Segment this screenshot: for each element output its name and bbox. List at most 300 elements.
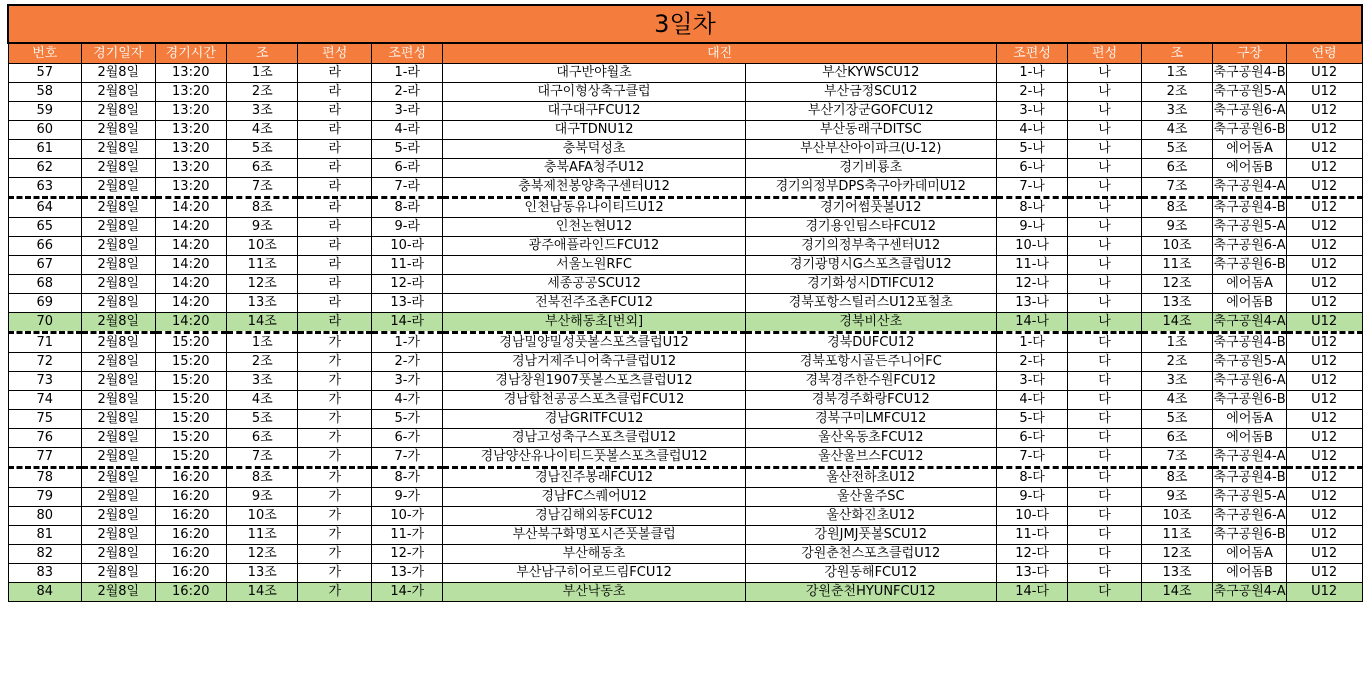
- cell-division: 라: [298, 218, 372, 237]
- cell-age: U12: [1286, 256, 1362, 275]
- cell-date: 2월8일: [82, 468, 156, 488]
- cell-away-team: 울산울주SC: [745, 488, 996, 507]
- cell-number: 76: [8, 429, 82, 448]
- header-age: 연령: [1286, 43, 1362, 64]
- cell-home-team: 경남김해외동FCU12: [443, 507, 745, 526]
- table-row: [8, 294, 1362, 313]
- cell-group-division-away: 13-나: [996, 294, 1067, 313]
- cell-division-away: 다: [1068, 488, 1142, 507]
- table-row: [8, 102, 1362, 121]
- cell-division: 가: [298, 526, 372, 545]
- cell-division-away: 나: [1068, 102, 1142, 121]
- table-row: [8, 410, 1362, 429]
- cell-home-team: 부산북구화명포시즌풋볼클럽: [443, 526, 745, 545]
- cell-group-away: 2조: [1141, 83, 1212, 102]
- cell-group-division: 6-가: [371, 429, 442, 448]
- cell-away-team: 경기화성시DTIFCU12: [745, 275, 996, 294]
- cell-date: 2월8일: [82, 83, 156, 102]
- cell-group-away: 4조: [1141, 121, 1212, 140]
- cell-away-team: 경북경주화랑FCU12: [745, 391, 996, 410]
- cell-date: 2월8일: [82, 102, 156, 121]
- cell-group: 4조: [227, 121, 298, 140]
- cell-group-division: 9-가: [371, 488, 442, 507]
- cell-number: 73: [8, 372, 82, 391]
- cell-time: 13:20: [155, 140, 226, 159]
- cell-group-away: 11조: [1141, 526, 1212, 545]
- cell-date: 2월8일: [82, 507, 156, 526]
- cell-away-team: 경북비산초: [745, 313, 996, 333]
- cell-division-away: 나: [1068, 198, 1142, 218]
- table-row: [8, 121, 1362, 140]
- cell-division-away: 다: [1068, 468, 1142, 488]
- cell-division: 라: [298, 83, 372, 102]
- cell-home-team: 대구TDNU12: [443, 121, 745, 140]
- cell-age: U12: [1286, 275, 1362, 294]
- table-row: [8, 372, 1362, 391]
- cell-group-away: 9조: [1141, 488, 1212, 507]
- cell-time: 14:20: [155, 237, 226, 256]
- cell-number: 67: [8, 256, 82, 275]
- cell-age: U12: [1286, 159, 1362, 178]
- cell-age: U12: [1286, 198, 1362, 218]
- cell-group-division: 3-라: [371, 102, 442, 121]
- cell-age: U12: [1286, 140, 1362, 159]
- cell-group-division: 11-라: [371, 256, 442, 275]
- cell-age: U12: [1286, 64, 1362, 83]
- cell-date: 2월8일: [82, 178, 156, 198]
- cell-away-team: 경기용인팀스타FCU12: [745, 218, 996, 237]
- cell-home-team: 충북제천봉양축구센터U12: [443, 178, 745, 198]
- cell-age: U12: [1286, 448, 1362, 468]
- cell-group-division-away: 2-다: [996, 353, 1067, 372]
- cell-number: 81: [8, 526, 82, 545]
- cell-away-team: 강원JMJ풋볼SCU12: [745, 526, 996, 545]
- table-row: [8, 429, 1362, 448]
- cell-number: 69: [8, 294, 82, 313]
- cell-group: 11조: [227, 526, 298, 545]
- cell-venue: 축구공원4-A: [1213, 583, 1287, 602]
- cell-number: 61: [8, 140, 82, 159]
- cell-group-away: 9조: [1141, 218, 1212, 237]
- cell-time: 16:20: [155, 507, 226, 526]
- cell-group: 4조: [227, 391, 298, 410]
- cell-division: 가: [298, 410, 372, 429]
- cell-number: 68: [8, 275, 82, 294]
- cell-division: 가: [298, 468, 372, 488]
- cell-home-team: 부산해동초[번외]: [443, 313, 745, 333]
- cell-group: 14조: [227, 313, 298, 333]
- table-row: [8, 526, 1362, 545]
- cell-time: 16:20: [155, 526, 226, 545]
- cell-number: 72: [8, 353, 82, 372]
- cell-division-away: 나: [1068, 121, 1142, 140]
- cell-group-away: 8조: [1141, 198, 1212, 218]
- table-row: [8, 488, 1362, 507]
- cell-group-division: 9-라: [371, 218, 442, 237]
- cell-division-away: 나: [1068, 294, 1142, 313]
- cell-group: 8조: [227, 468, 298, 488]
- cell-age: U12: [1286, 468, 1362, 488]
- schedule-container: [7, 4, 1363, 602]
- cell-division-away: 다: [1068, 583, 1142, 602]
- cell-division: 가: [298, 353, 372, 372]
- cell-division-away: 다: [1068, 333, 1142, 353]
- cell-number: 74: [8, 391, 82, 410]
- cell-group: 6조: [227, 429, 298, 448]
- cell-division: 라: [298, 256, 372, 275]
- cell-division-away: 다: [1068, 429, 1142, 448]
- cell-division-away: 다: [1068, 564, 1142, 583]
- cell-time: 13:20: [155, 64, 226, 83]
- cell-venue: 축구공원6-B: [1213, 256, 1287, 275]
- cell-division: 가: [298, 372, 372, 391]
- cell-division-away: 나: [1068, 83, 1142, 102]
- table-row: [8, 545, 1362, 564]
- cell-number: 60: [8, 121, 82, 140]
- cell-group: 9조: [227, 218, 298, 237]
- cell-group-division: 3-가: [371, 372, 442, 391]
- cell-group-division: 13-라: [371, 294, 442, 313]
- cell-home-team: 대구반야월초: [443, 64, 745, 83]
- cell-division: 라: [298, 64, 372, 83]
- cell-group-division-away: 10-나: [996, 237, 1067, 256]
- cell-date: 2월8일: [82, 564, 156, 583]
- cell-age: U12: [1286, 583, 1362, 602]
- cell-home-team: 경남거제주니어축구클럽U12: [443, 353, 745, 372]
- cell-venue: 축구공원6-A: [1213, 237, 1287, 256]
- cell-group: 12조: [227, 545, 298, 564]
- cell-age: U12: [1286, 372, 1362, 391]
- cell-age: U12: [1286, 121, 1362, 140]
- header-group: 조: [227, 43, 298, 64]
- cell-group-away: 10조: [1141, 507, 1212, 526]
- cell-time: 13:20: [155, 159, 226, 178]
- cell-away-team: 부산부산아이파크(U-12): [745, 140, 996, 159]
- cell-age: U12: [1286, 333, 1362, 353]
- cell-away-team: 경기의정부DPS축구아카데미U12: [745, 178, 996, 198]
- cell-group-division-away: 14-나: [996, 313, 1067, 333]
- cell-group-away: 6조: [1141, 159, 1212, 178]
- cell-venue: 에어돔A: [1213, 410, 1287, 429]
- cell-group: 12조: [227, 275, 298, 294]
- cell-group-division-away: 7-나: [996, 178, 1067, 198]
- cell-division: 라: [298, 102, 372, 121]
- cell-away-team: 강원춘천스포츠클럽U12: [745, 545, 996, 564]
- cell-home-team: 인천남동유나이티드U12: [443, 198, 745, 218]
- cell-time: 16:20: [155, 583, 226, 602]
- cell-group: 8조: [227, 198, 298, 218]
- cell-group-division-away: 10-다: [996, 507, 1067, 526]
- cell-away-team: 경기의정부축구센터U12: [745, 237, 996, 256]
- cell-division-away: 나: [1068, 178, 1142, 198]
- cell-number: 77: [8, 448, 82, 468]
- cell-away-team: 경기어썸풋볼U12: [745, 198, 996, 218]
- cell-venue: 축구공원5-A: [1213, 488, 1287, 507]
- cell-away-team: 울산옥동초FCU12: [745, 429, 996, 448]
- table-row: [8, 237, 1362, 256]
- cell-venue: 축구공원4-A: [1213, 178, 1287, 198]
- cell-group-division: 12-가: [371, 545, 442, 564]
- cell-group-division-away: 3-나: [996, 102, 1067, 121]
- cell-venue: 에어돔A: [1213, 275, 1287, 294]
- cell-venue: 에어돔A: [1213, 140, 1287, 159]
- cell-home-team: 인천논현U12: [443, 218, 745, 237]
- cell-home-team: 경남진주봉래FCU12: [443, 468, 745, 488]
- cell-group-away: 12조: [1141, 545, 1212, 564]
- cell-home-team: 경남밀양밀성풋볼스포츠클럽U12: [443, 333, 745, 353]
- cell-division-away: 나: [1068, 140, 1142, 159]
- cell-date: 2월8일: [82, 237, 156, 256]
- cell-home-team: 부산낙동초: [443, 583, 745, 602]
- cell-number: 71: [8, 333, 82, 353]
- cell-group-division: 2-라: [371, 83, 442, 102]
- cell-time: 15:20: [155, 410, 226, 429]
- header-division: 편성: [298, 43, 372, 64]
- cell-away-team: 부산기장군GOFCU12: [745, 102, 996, 121]
- cell-group: 5조: [227, 410, 298, 429]
- header-division-away: 편성: [1068, 43, 1142, 64]
- cell-venue: 축구공원6-A: [1213, 507, 1287, 526]
- cell-venue: 축구공원6-B: [1213, 391, 1287, 410]
- cell-division: 라: [298, 121, 372, 140]
- cell-group-division: 5-라: [371, 140, 442, 159]
- cell-group-division-away: 9-다: [996, 488, 1067, 507]
- cell-group-division: 1-가: [371, 333, 442, 353]
- cell-division: 라: [298, 178, 372, 198]
- cell-group-division-away: 5-다: [996, 410, 1067, 429]
- cell-time: 15:20: [155, 448, 226, 468]
- cell-division: 라: [298, 140, 372, 159]
- cell-group: 3조: [227, 372, 298, 391]
- cell-division: 가: [298, 333, 372, 353]
- table-row: [8, 64, 1362, 83]
- cell-age: U12: [1286, 178, 1362, 198]
- cell-division: 라: [298, 237, 372, 256]
- cell-date: 2월8일: [82, 198, 156, 218]
- cell-number: 59: [8, 102, 82, 121]
- cell-away-team: 경기비룡초: [745, 159, 996, 178]
- cell-group-away: 14조: [1141, 583, 1212, 602]
- cell-date: 2월8일: [82, 488, 156, 507]
- cell-venue: 축구공원6-B: [1213, 526, 1287, 545]
- cell-away-team: 경북포항스틸러스U12포철초: [745, 294, 996, 313]
- cell-division-away: 다: [1068, 410, 1142, 429]
- cell-group-division: 10-가: [371, 507, 442, 526]
- cell-time: 14:20: [155, 198, 226, 218]
- cell-group-division: 5-가: [371, 410, 442, 429]
- cell-group-division-away: 3-다: [996, 372, 1067, 391]
- table-row: [8, 83, 1362, 102]
- cell-number: 64: [8, 198, 82, 218]
- cell-away-team: 경북구미LMFCU12: [745, 410, 996, 429]
- cell-group-division: 8-라: [371, 198, 442, 218]
- table-row: [8, 333, 1362, 353]
- cell-date: 2월8일: [82, 294, 156, 313]
- cell-number: 58: [8, 83, 82, 102]
- cell-group-away: 3조: [1141, 102, 1212, 121]
- cell-time: 16:20: [155, 564, 226, 583]
- table-row: [8, 256, 1362, 275]
- cell-number: 63: [8, 178, 82, 198]
- header-matchup: 대진: [443, 43, 996, 64]
- cell-group: 7조: [227, 178, 298, 198]
- cell-home-team: 경남고성축구스포츠클럽U12: [443, 429, 745, 448]
- cell-age: U12: [1286, 102, 1362, 121]
- cell-division-away: 다: [1068, 353, 1142, 372]
- cell-age: U12: [1286, 294, 1362, 313]
- cell-venue: 축구공원4-B: [1213, 333, 1287, 353]
- table-row: [8, 275, 1362, 294]
- cell-away-team: 경북포항시골든주니어FC: [745, 353, 996, 372]
- cell-venue: 에어돔A: [1213, 545, 1287, 564]
- cell-time: 15:20: [155, 353, 226, 372]
- cell-away-team: 강원동해FCU12: [745, 564, 996, 583]
- cell-date: 2월8일: [82, 429, 156, 448]
- cell-group-away: 11조: [1141, 256, 1212, 275]
- header-venue: 구장: [1213, 43, 1287, 64]
- page-title: 3일차: [8, 5, 1362, 43]
- cell-number: 70: [8, 313, 82, 333]
- cell-group-division: 4-가: [371, 391, 442, 410]
- cell-venue: 축구공원4-B: [1213, 468, 1287, 488]
- cell-venue: 축구공원5-A: [1213, 83, 1287, 102]
- cell-group-division: 13-가: [371, 564, 442, 583]
- cell-division: 가: [298, 488, 372, 507]
- cell-number: 62: [8, 159, 82, 178]
- cell-age: U12: [1286, 488, 1362, 507]
- cell-division: 가: [298, 507, 372, 526]
- cell-age: U12: [1286, 83, 1362, 102]
- cell-group: 10조: [227, 507, 298, 526]
- cell-away-team: 울산전하초U12: [745, 468, 996, 488]
- cell-division: 라: [298, 313, 372, 333]
- cell-age: U12: [1286, 237, 1362, 256]
- cell-division: 가: [298, 564, 372, 583]
- cell-group-division: 1-라: [371, 64, 442, 83]
- cell-away-team: 강원춘천HYUNFCU12: [745, 583, 996, 602]
- cell-group-division-away: 9-나: [996, 218, 1067, 237]
- cell-home-team: 전북전주조촌FCU12: [443, 294, 745, 313]
- cell-division: 라: [298, 275, 372, 294]
- cell-venue: 축구공원6-A: [1213, 372, 1287, 391]
- cell-venue: 축구공원4-A: [1213, 313, 1287, 333]
- cell-age: U12: [1286, 391, 1362, 410]
- schedule-table: [7, 4, 1363, 602]
- cell-group: 3조: [227, 102, 298, 121]
- cell-group-division: 6-라: [371, 159, 442, 178]
- table-row: [8, 313, 1362, 333]
- cell-group-division-away: 7-다: [996, 448, 1067, 468]
- cell-group: 10조: [227, 237, 298, 256]
- cell-group-away: 1조: [1141, 333, 1212, 353]
- cell-group-away: 2조: [1141, 353, 1212, 372]
- cell-home-team: 대구이형상축구클럽: [443, 83, 745, 102]
- cell-division-away: 다: [1068, 391, 1142, 410]
- cell-home-team: 경남창원1907풋볼스포츠클럽U12: [443, 372, 745, 391]
- cell-date: 2월8일: [82, 410, 156, 429]
- cell-away-team: 부산동래구DITSC: [745, 121, 996, 140]
- cell-group-division: 2-가: [371, 353, 442, 372]
- cell-group-division: 14-라: [371, 313, 442, 333]
- cell-division: 라: [298, 159, 372, 178]
- cell-venue: 축구공원6-B: [1213, 121, 1287, 140]
- cell-time: 16:20: [155, 545, 226, 564]
- cell-number: 75: [8, 410, 82, 429]
- header-group-division: 조편성: [371, 43, 442, 64]
- cell-home-team: 부산해동초: [443, 545, 745, 564]
- cell-group-division: 14-가: [371, 583, 442, 602]
- cell-away-team: 부산금정SCU12: [745, 83, 996, 102]
- cell-group-away: 12조: [1141, 275, 1212, 294]
- cell-group-division: 11-가: [371, 526, 442, 545]
- cell-away-team: 울산화진초U12: [745, 507, 996, 526]
- cell-date: 2월8일: [82, 218, 156, 237]
- cell-home-team: 세종공공SCU12: [443, 275, 745, 294]
- cell-date: 2월8일: [82, 159, 156, 178]
- cell-division-away: 나: [1068, 64, 1142, 83]
- cell-group-division: 8-가: [371, 468, 442, 488]
- cell-time: 13:20: [155, 83, 226, 102]
- cell-group: 11조: [227, 256, 298, 275]
- cell-number: 82: [8, 545, 82, 564]
- table-row: [8, 140, 1362, 159]
- cell-group-division: 12-라: [371, 275, 442, 294]
- table-row: [8, 564, 1362, 583]
- cell-group-division-away: 6-나: [996, 159, 1067, 178]
- cell-away-team: 경북DUFCU12: [745, 333, 996, 353]
- table-row: [8, 353, 1362, 372]
- cell-venue: 에어돔B: [1213, 159, 1287, 178]
- cell-number: 66: [8, 237, 82, 256]
- cell-home-team: 부산남구히어로드림FCU12: [443, 564, 745, 583]
- cell-time: 15:20: [155, 372, 226, 391]
- cell-away-team: 경기광명시G스포츠클럽U12: [745, 256, 996, 275]
- cell-date: 2월8일: [82, 353, 156, 372]
- cell-group-division: 10-라: [371, 237, 442, 256]
- cell-venue: 축구공원5-A: [1213, 218, 1287, 237]
- cell-time: 13:20: [155, 121, 226, 140]
- header-number: 번호: [8, 43, 82, 64]
- cell-group-away: 8조: [1141, 468, 1212, 488]
- cell-venue: 축구공원4-B: [1213, 198, 1287, 218]
- cell-venue: 축구공원5-A: [1213, 353, 1287, 372]
- cell-date: 2월8일: [82, 545, 156, 564]
- cell-division: 가: [298, 583, 372, 602]
- cell-date: 2월8일: [82, 256, 156, 275]
- cell-group-division-away: 1-다: [996, 333, 1067, 353]
- cell-group: 14조: [227, 583, 298, 602]
- cell-group-away: 7조: [1141, 448, 1212, 468]
- cell-group-division-away: 11-다: [996, 526, 1067, 545]
- cell-group-division-away: 8-다: [996, 468, 1067, 488]
- cell-home-team: 광주애플라인드FCU12: [443, 237, 745, 256]
- cell-group-away: 7조: [1141, 178, 1212, 198]
- cell-group-division: 7-가: [371, 448, 442, 468]
- cell-home-team: 경남FC스퀘어U12: [443, 488, 745, 507]
- cell-division-away: 나: [1068, 256, 1142, 275]
- cell-division: 라: [298, 198, 372, 218]
- cell-division-away: 다: [1068, 526, 1142, 545]
- cell-division: 가: [298, 391, 372, 410]
- cell-group: 5조: [227, 140, 298, 159]
- cell-division-away: 다: [1068, 372, 1142, 391]
- cell-group-division-away: 13-다: [996, 564, 1067, 583]
- cell-group: 13조: [227, 564, 298, 583]
- cell-age: U12: [1286, 429, 1362, 448]
- cell-division: 라: [298, 294, 372, 313]
- cell-date: 2월8일: [82, 140, 156, 159]
- cell-time: 14:20: [155, 313, 226, 333]
